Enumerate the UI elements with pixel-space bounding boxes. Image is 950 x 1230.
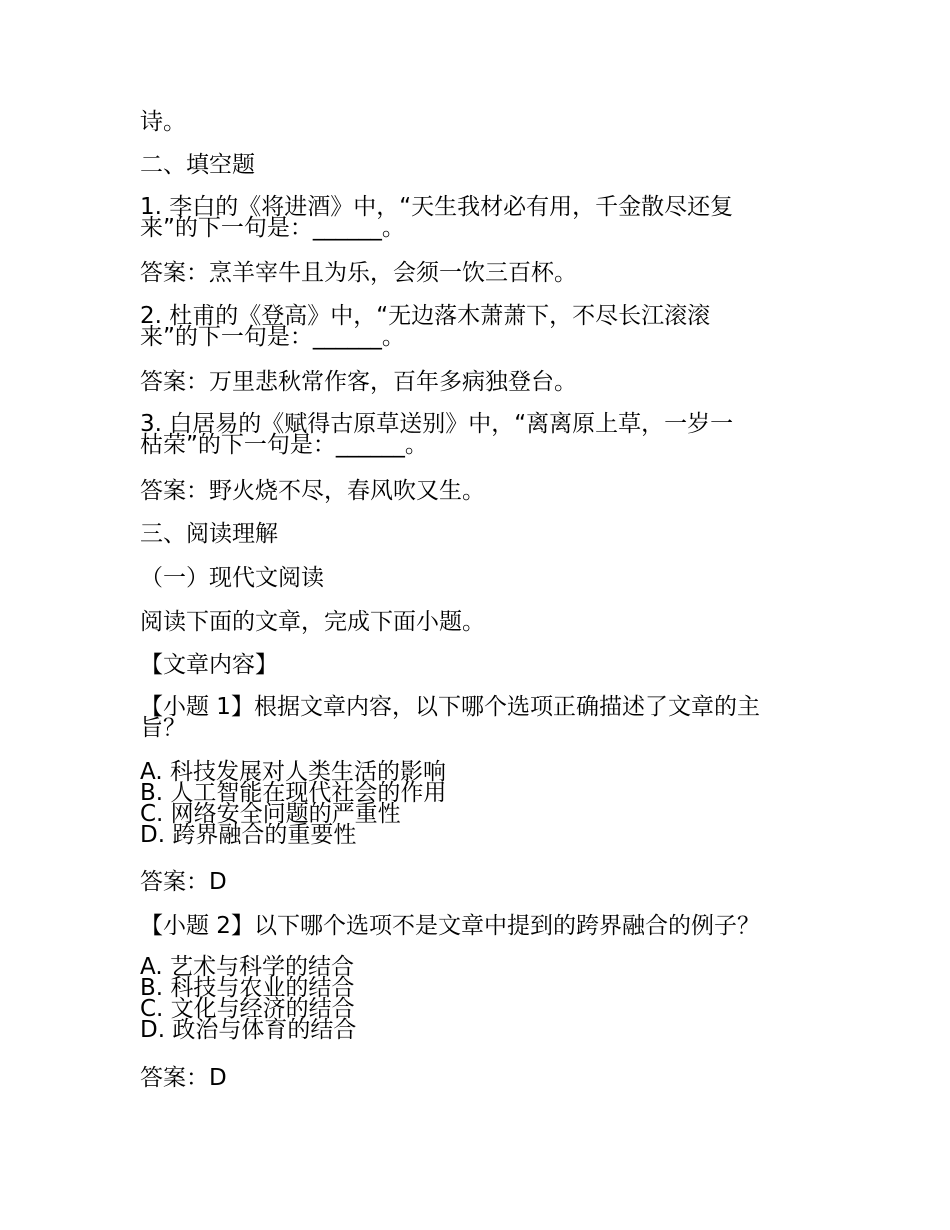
subquestion-1-answer: 答案：D xyxy=(140,869,227,895)
subquestion-2-option-a: A. 艺术与科学的结合 xyxy=(140,954,354,980)
subquestion-2-option-d: D. 政治与体育的结合 xyxy=(140,1017,357,1043)
subquestion-2-answer: 答案：D xyxy=(140,1065,227,1091)
fill-blank-heading: 二、填空题 xyxy=(140,152,255,178)
subquestion-1-option-c: C. 网络安全问题的严重性 xyxy=(140,801,401,827)
question-3-line-2: 枯荣”的下一句是：______。 xyxy=(140,432,428,458)
subquestion-2-option-c: C. 文化与经济的结合 xyxy=(140,996,355,1022)
subquestion-2-option-b: B. 科技与农业的结合 xyxy=(140,975,355,1001)
subquestion-1-option-b: B. 人工智能在现代社会的作用 xyxy=(140,780,447,806)
reading-instruction: 阅读下面的文章，完成下面小题。 xyxy=(140,609,485,635)
question-2-answer: 答案：万里悲秋常作客，百年多病独登台。 xyxy=(140,369,577,395)
question-2-line-2: 来”的下一句是：______。 xyxy=(140,324,405,350)
subquestion-1-option-a: A. 科技发展对人类生活的影响 xyxy=(140,759,446,785)
article-label: 【文章内容】 xyxy=(140,652,278,678)
reading-subheading: （一）现代文阅读 xyxy=(140,565,324,591)
intro-tail-text: 诗。 xyxy=(140,109,186,135)
subquestion-1-option-d: D. 跨界融合的重要性 xyxy=(140,822,357,848)
question-3-answer: 答案：野火烧不尽，春风吹又生。 xyxy=(140,478,485,504)
question-3-line-1: 3. 白居易的《赋得古原草送别》中，“离离原上草，一岁一 xyxy=(140,411,734,437)
question-1-line-1: 1. 李白的《将进酒》中，“天生我材必有用，千金散尽还复 xyxy=(140,194,734,220)
subquestion-1-stem-line-1: 【小题 1】根据文章内容，以下哪个选项正确描述了文章的主 xyxy=(140,694,760,720)
question-1-line-2: 来”的下一句是：______。 xyxy=(140,215,405,241)
question-2-line-1: 2. 杜甫的《登高》中，“无边落木萧萧下，不尽长江滚滚 xyxy=(140,303,711,329)
question-1-answer: 答案：烹羊宰牛且为乐，会须一饮三百杯。 xyxy=(140,260,577,286)
subquestion-2-stem: 【小题 2】以下哪个选项不是文章中提到的跨界融合的例子？ xyxy=(140,913,760,939)
subquestion-1-stem-line-2: 旨？ xyxy=(140,715,186,741)
reading-heading: 三、阅读理解 xyxy=(140,521,278,547)
